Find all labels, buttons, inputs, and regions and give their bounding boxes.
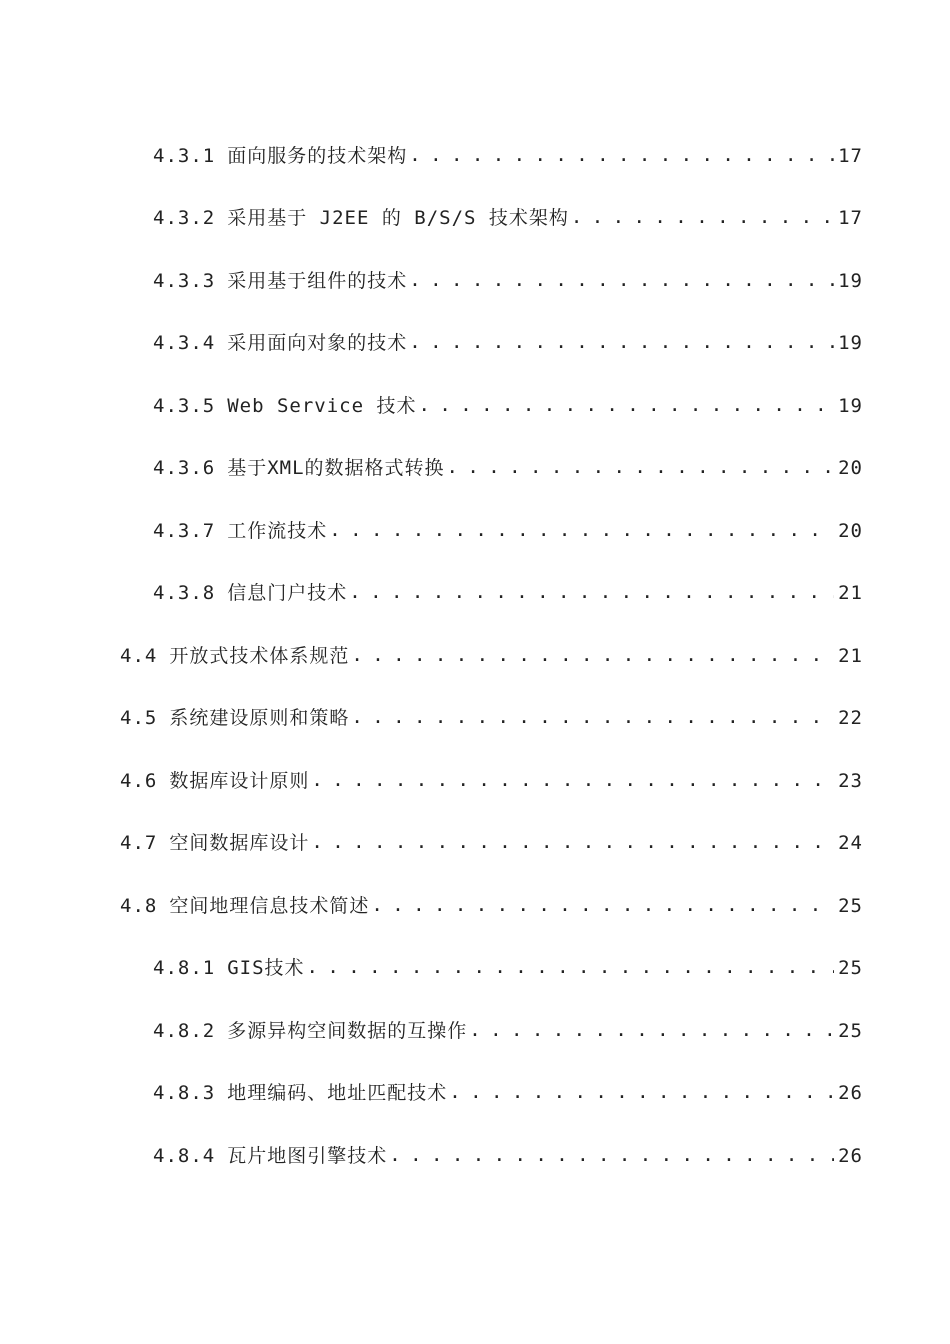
toc-dot-leader: [389, 1145, 834, 1167]
toc-entry-title: 信息门户技术: [227, 582, 348, 604]
toc-entry-number: 4.3.2: [153, 207, 216, 229]
toc-entry-page: 25: [838, 1020, 863, 1042]
toc-dot-leader: [311, 832, 834, 854]
toc-entry-page: 25: [838, 895, 863, 917]
toc-entry[interactable]: [153, 1074, 863, 1104]
toc-entry-title: GIS技术: [227, 957, 305, 979]
toc-dot-leader: [449, 1082, 834, 1104]
toc-entry-title: 基于XML的数据格式转换: [227, 457, 445, 479]
toc-entry-page: 21: [838, 582, 863, 604]
toc-entry[interactable]: [120, 762, 863, 792]
toc-entry-title: 系统建设原则和策略: [169, 707, 350, 729]
toc-entry-page: 23: [838, 770, 863, 792]
toc-entry-page: 19: [838, 395, 863, 417]
toc-entry-page: 17: [838, 207, 863, 229]
toc-entry-title: 采用面向对象的技术: [227, 332, 408, 354]
toc-entry[interactable]: [153, 574, 863, 604]
toc-entry-number: 4.8.4: [153, 1145, 216, 1167]
toc-entry[interactable]: [153, 262, 863, 292]
toc-entry-number: 4.8.1: [153, 957, 216, 979]
toc-entry-page: 22: [838, 707, 863, 729]
toc-entry-title: 开放式技术体系规范: [169, 645, 350, 667]
toc-dot-leader: [409, 270, 834, 292]
toc-entry-page: 17: [838, 145, 863, 167]
toc-entry[interactable]: [153, 137, 863, 167]
toc-entry-number: 4.3.5: [153, 395, 216, 417]
toc-entry-title: 瓦片地图引擎技术: [227, 1145, 388, 1167]
toc-dot-leader: [311, 770, 834, 792]
toc-dot-leader: [447, 457, 835, 479]
toc-entry-number: 4.8: [120, 895, 158, 917]
toc-entry[interactable]: [120, 699, 863, 729]
toc-entry-page: 26: [838, 1145, 863, 1167]
toc-entry-title: 空间数据库设计: [169, 832, 310, 854]
toc-entry-number: 4.7: [120, 832, 158, 854]
toc-dot-leader: [349, 582, 834, 604]
toc-dot-leader: [409, 145, 834, 167]
toc-entry-number: 4.3.1: [153, 145, 216, 167]
toc-entry-title: 面向服务的技术架构: [227, 145, 408, 167]
toc-dot-leader: [469, 1020, 834, 1042]
toc-entry[interactable]: [153, 512, 863, 542]
toc-entry-number: 4.3.6: [153, 457, 216, 479]
toc-dot-leader: [329, 520, 834, 542]
toc-entry-title: 多源异构空间数据的互操作: [227, 1020, 468, 1042]
toc-entry[interactable]: [153, 1137, 863, 1167]
toc-entry-page: 25: [838, 957, 863, 979]
toc-entry-title: 空间地理信息技术简述: [169, 895, 370, 917]
toc-dot-leader: [409, 332, 834, 354]
toc-dot-leader: [351, 707, 834, 729]
toc-entry-number: 4.5: [120, 707, 158, 729]
toc-entry-title: 数据库设计原则: [169, 770, 310, 792]
toc-entry[interactable]: [120, 824, 863, 854]
toc-entry-page: 19: [838, 270, 863, 292]
toc-entry[interactable]: [153, 949, 863, 979]
toc-entry-number: 4.3.3: [153, 270, 216, 292]
toc-entry-number: 4.8.2: [153, 1020, 216, 1042]
toc-entry-page: 24: [838, 832, 863, 854]
toc-entry[interactable]: [153, 324, 863, 354]
toc-entry-page: 19: [838, 332, 863, 354]
toc-entry-page: 26: [838, 1082, 863, 1104]
toc-entry[interactable]: [120, 887, 863, 917]
toc-entry-title: 采用基于 J2EE 的 B/S/S 技术架构: [227, 207, 569, 229]
toc-entry-title: 工作流技术: [227, 520, 328, 542]
toc-entry-number: 4.8.3: [153, 1082, 216, 1104]
toc-entry[interactable]: [120, 637, 863, 667]
toc-dot-leader: [371, 895, 834, 917]
toc-entry[interactable]: [153, 449, 863, 479]
toc-entry-page: 21: [838, 645, 863, 667]
toc-entry[interactable]: [153, 1012, 863, 1042]
toc-dot-leader: [418, 395, 834, 417]
toc-entry-number: 4.4: [120, 645, 158, 667]
toc-entry-number: 4.3.4: [153, 332, 216, 354]
toc-entry[interactable]: [153, 387, 863, 417]
toc-entry-page: 20: [838, 457, 863, 479]
toc-dot-leader: [351, 645, 834, 667]
toc-dot-leader: [307, 957, 835, 979]
toc-entry-number: 4.3.7: [153, 520, 216, 542]
toc-entry[interactable]: [153, 199, 863, 229]
toc-entry-number: 4.3.8: [153, 582, 216, 604]
toc-entry-title: 地理编码、地址匹配技术: [227, 1082, 448, 1104]
toc-entry-title: Web Service 技术: [227, 395, 417, 417]
toc-entry-title: 采用基于组件的技术: [227, 270, 408, 292]
toc-dot-leader: [571, 207, 834, 229]
toc-entry-number: 4.6: [120, 770, 158, 792]
toc-entry-page: 20: [838, 520, 863, 542]
